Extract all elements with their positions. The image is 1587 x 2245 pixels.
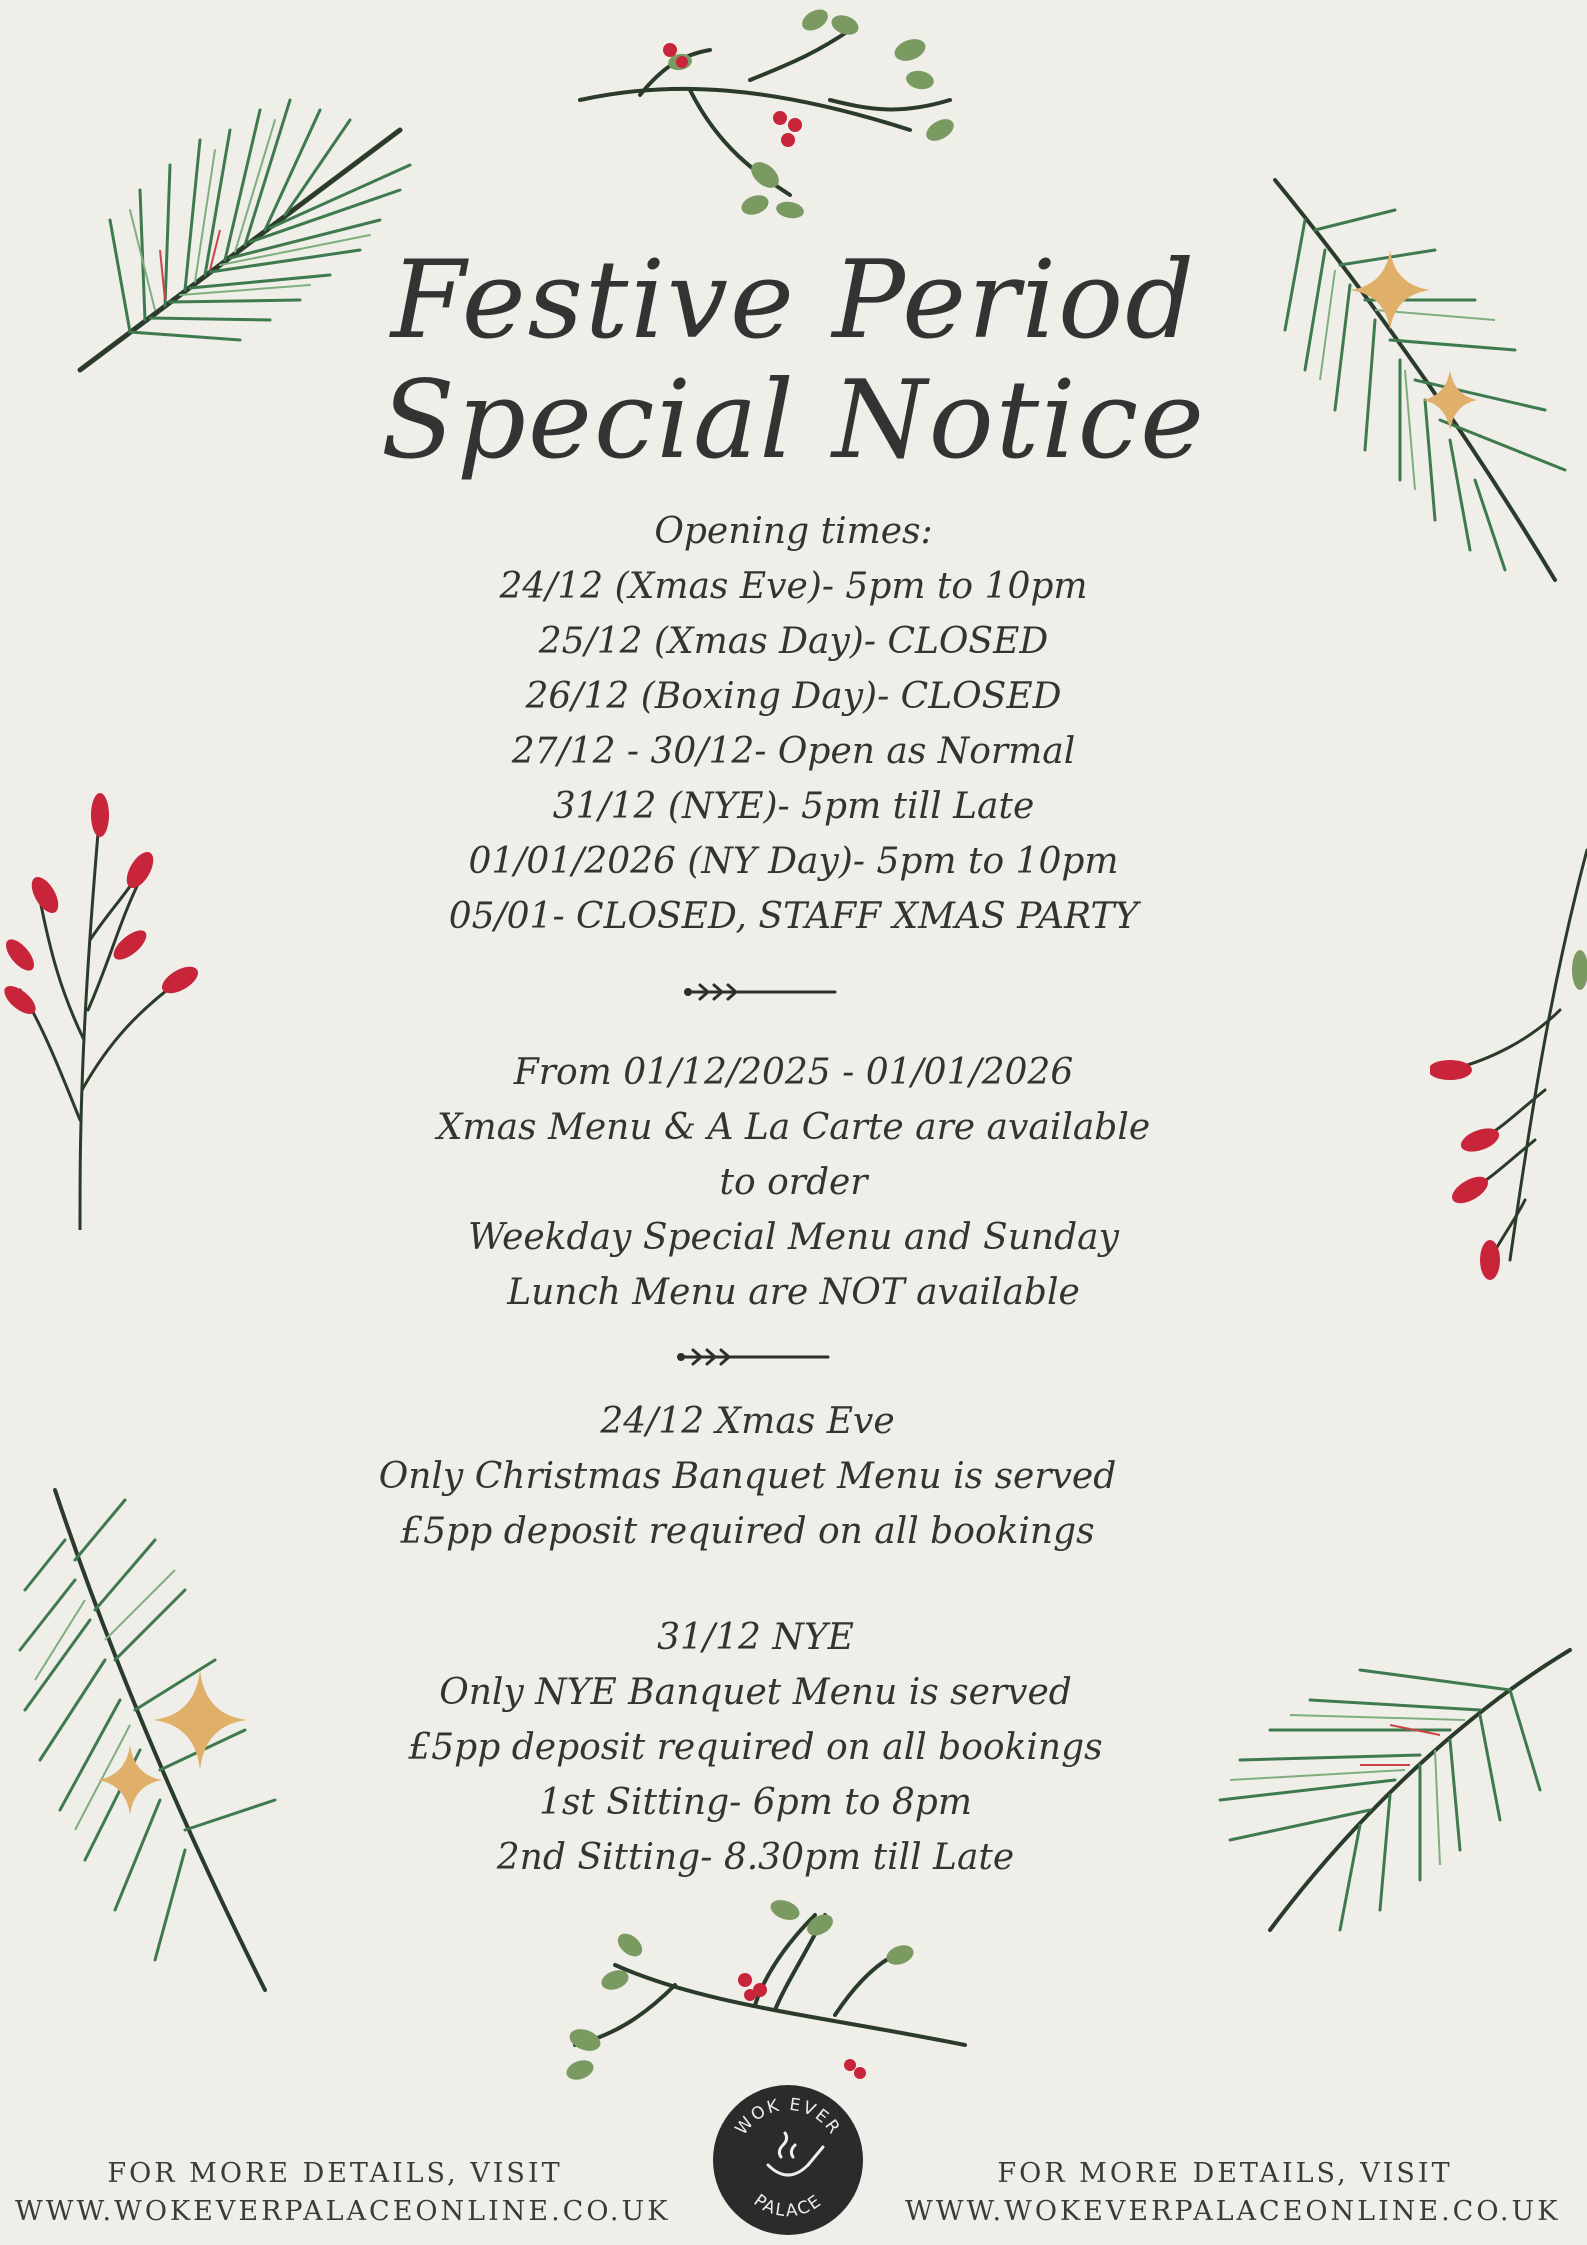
nye-line: 31/12 NYE [657, 1617, 854, 1658]
nye-line: 2nd Sitting- 8.30pm till Late [496, 1837, 1015, 1878]
logo-bottom-text: PALACE [749, 2190, 827, 2222]
opening-time-line: 05/01- CLOSED, STAFF XMAS PARTY [448, 896, 1139, 937]
nye-line: Only NYE Banquet Menu is served [439, 1672, 1072, 1713]
nye-section [0, 1610, 1549, 1885]
opening-time-line: 25/12 (Xmas Day)- CLOSED [538, 621, 1049, 662]
svg-text:PALACE [750, 2191, 826, 2222]
xmas-eve-line: £5pp deposit required on all bookings [400, 1511, 1095, 1552]
footer-right-line-1: FOR MORE DETAILS, VISIT [997, 2158, 1453, 2189]
menus-line: From 01/12/2025 - 01/01/2026 [513, 1052, 1074, 1093]
nye-line: £5pp deposit required on all bookings [408, 1727, 1103, 1768]
menus-line: Weekday Special Menu and Sunday [468, 1217, 1119, 1258]
opening-time-line: 01/01/2026 (NY Day)- 5pm to 10pm [468, 841, 1119, 882]
menus-section [0, 1045, 1587, 1320]
svg-text:WOK EVER [732, 2095, 845, 2139]
arrow-divider-icon [680, 980, 840, 1004]
menus-line: Xmas Menu & A La Carte are available [436, 1107, 1151, 1148]
logo-badge [713, 2085, 863, 2235]
footer-right [905, 2155, 1561, 2231]
opening-time-line: 27/12 - 30/12- Open as Normal [511, 731, 1076, 772]
footer-right-url-link[interactable]: WWW.WOKEVERPALACEONLINE.CO.UK [905, 2196, 1561, 2227]
arrow-divider-icon [673, 1345, 833, 1369]
menus-line: Lunch Menu are NOT available [507, 1272, 1080, 1313]
footer-left [15, 2155, 671, 2231]
opening-time-line: 24/12 (Xmas Eve)- 5pm to 10pm [499, 566, 1088, 607]
opening-times-heading: Opening times: [654, 511, 933, 552]
menus-line: to order [719, 1162, 868, 1203]
logo-top-text: WOK EVER [731, 2094, 845, 2140]
footer-left-line-1: FOR MORE DETAILS, VISIT [107, 2158, 563, 2189]
opening-time-line: 31/12 (NYE)- 5pm till Late [552, 786, 1035, 827]
xmas-eve-line: Only Christmas Banquet Menu is served [378, 1456, 1117, 1497]
page-title-line-2: Special Notice [380, 358, 1207, 483]
brand-logo [713, 2085, 863, 2235]
footer-left-url-link[interactable]: WWW.WOKEVERPALACEONLINE.CO.UK [15, 2196, 671, 2227]
nye-line: 1st Sitting- 6pm to 8pm [539, 1782, 972, 1823]
mistletoe-icon [555, 1895, 975, 2085]
wok-icon [768, 2133, 823, 2175]
xmas-eve-line: 24/12 Xmas Eve [600, 1401, 895, 1442]
opening-times-section [0, 504, 1587, 944]
mistletoe-icon [570, 0, 990, 220]
page-title-line-1: Festive Period [390, 238, 1197, 363]
xmas-eve-section [0, 1394, 1541, 1559]
opening-time-line: 26/12 (Boxing Day)- CLOSED [525, 676, 1062, 717]
